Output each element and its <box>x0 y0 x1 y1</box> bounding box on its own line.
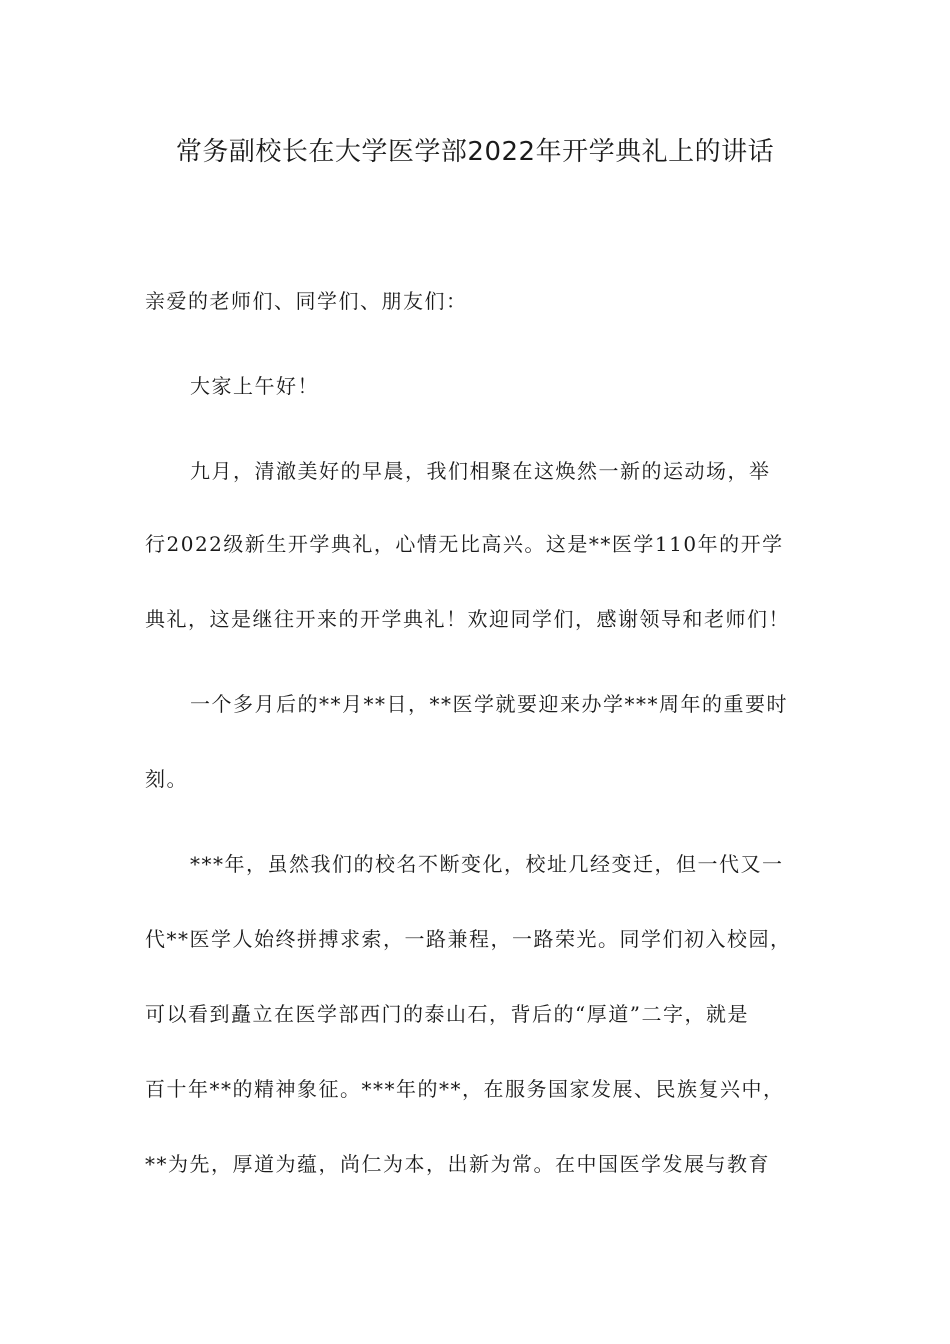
paragraph-line: **为先，厚道为蕴，尚仁为本，出新为常。在中国医学发展与教育 <box>145 1152 770 1176</box>
document-title: 常务副校长在大学医学部2022年开学典礼上的讲话 <box>175 137 775 167</box>
paragraph-line: 代**医学人始终拼搏求索，一路兼程，一路荣光。同学们初入校园， <box>145 927 792 951</box>
greeting: 大家上午好！ <box>190 374 319 398</box>
paragraph-line: 百十年**的精神象征。***年的**，在服务国家发展、民族复兴中， <box>145 1077 785 1101</box>
paragraph-line: 典礼，这是继往开来的开学典礼！欢迎同学们，感谢领导和老师们！ <box>145 607 790 631</box>
paragraph-line: 九月，清澈美好的早晨，我们相聚在这焕然一新的运动场，举 <box>190 459 771 483</box>
paragraph-line: 行2022级新生开学典礼，心情无比高兴。这是**医学110年的开学 <box>145 532 784 556</box>
paragraph-line: 刻。 <box>145 767 188 791</box>
salutation: 亲爱的老师们、同学们、朋友们： <box>145 289 468 313</box>
paragraph-line: ***年，虽然我们的校名不断变化，校址几经变迁，但一代又一 <box>190 852 784 876</box>
paragraph-line: 一个多月后的**月**日，**医学就要迎来办学***周年的重要时 <box>190 692 788 716</box>
paragraph-line: 可以看到矗立在医学部西门的泰山石，背后的“厚道”二字，就是 <box>145 1002 749 1026</box>
